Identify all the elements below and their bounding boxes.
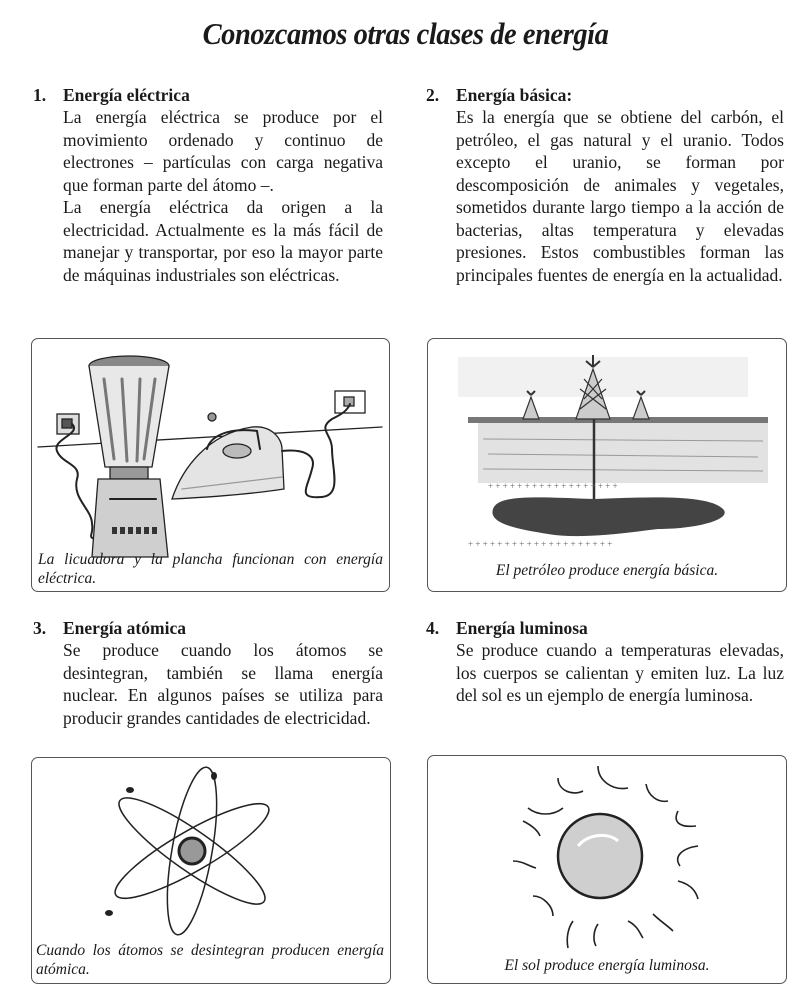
- section-title: Energía atómica: [63, 618, 186, 638]
- section-basic-energy: [426, 84, 784, 286]
- figure-blender-iron: [31, 338, 390, 592]
- section-heading: [426, 84, 784, 106]
- paragraph: Es la energía que se obtiene del carbón, el petróleo, el gas natural y el uranio. Todos excepto el uranio, se forman por descomposición de animales y vegetales, sometidos durante largo tiempo a la acción de bacterias, altas temperatura y elevadas presiones. Estos combustibles forman las principales fuentes de energía en la actualidad.: [456, 107, 784, 285]
- nucleus: [179, 838, 205, 864]
- section-atomic-energy: [33, 617, 383, 729]
- svg-text:+ + + + + + + + + + + + + + +: + + + + + + + + + + + + + + + + + +: [488, 481, 618, 491]
- section-number: 4.: [426, 618, 440, 638]
- figure-caption: La licuadora y la plancha funcionan con energía eléctrica.: [38, 551, 383, 587]
- figure-caption: Cuando los átomos se desintegran producen energía atómica.: [36, 942, 384, 978]
- wall-socket-icon: [335, 391, 365, 413]
- section-electrical-energy: [33, 84, 383, 286]
- section-heading: [33, 84, 383, 106]
- paragraph: La energía eléctrica da origen a la electricidad. Actualmente es la más fácil de manejar y transportar, por eso la mayor parte de máquinas industriales son eléctricas.: [63, 197, 383, 285]
- section-body: [456, 639, 784, 707]
- section-number: 1.: [33, 85, 47, 105]
- blender-icon: [89, 356, 169, 557]
- paragraph: Se produce cuando a temperaturas elevadas, los cuerpos se calientan y emiten luz. La luz del sol es un ejemplo de energía luminosa.: [456, 640, 784, 705]
- section-luminous-energy: [426, 617, 784, 707]
- iron-cord: [282, 404, 350, 497]
- figure-caption: El sol produce energía luminosa.: [504, 957, 710, 974]
- section-title: Energía eléctrica: [63, 85, 190, 105]
- section-number: 2.: [426, 85, 440, 105]
- wall-socket-icon: [57, 414, 79, 434]
- blender-cord: [56, 424, 95, 539]
- oil-derricks-illustration: [428, 339, 786, 591]
- oil-deposit: [492, 497, 724, 536]
- section-number: 3.: [33, 618, 47, 638]
- section-body: [63, 106, 383, 286]
- sun-illustration: [428, 756, 786, 983]
- figure-caption: El petróleo produce energía básica.: [495, 562, 719, 579]
- iron-icon: [172, 413, 284, 499]
- section-body: [63, 639, 383, 729]
- ground-strata: [468, 417, 768, 483]
- paragraph: Se produce cuando los átomos se desintegran, también se llama energía nuclear. En algunos países se utiliza para producir grandes cantidades de electricidad.: [63, 640, 383, 728]
- figure-oil: [427, 338, 787, 592]
- sun-icon: [558, 814, 642, 898]
- section-body: [456, 106, 784, 286]
- section-title: Energía luminosa: [456, 618, 588, 638]
- section-title: Energía básica:: [456, 85, 573, 105]
- figure-sun: [427, 755, 787, 984]
- svg-text:+ + + + + + + + + + + + + + +: + + + + + + + + + + + + + + + + + + + +: [468, 539, 613, 549]
- section-heading: [426, 617, 784, 639]
- figure-atom: [31, 757, 391, 984]
- paragraph: La energía eléctrica se produce por el movimiento ordenado y continuo de electrones – partículas con carga negativa que forman parte del átomo –.: [63, 107, 383, 195]
- page-title: Conozcamos otras clases de energía: [202, 16, 609, 51]
- section-heading: [33, 617, 383, 639]
